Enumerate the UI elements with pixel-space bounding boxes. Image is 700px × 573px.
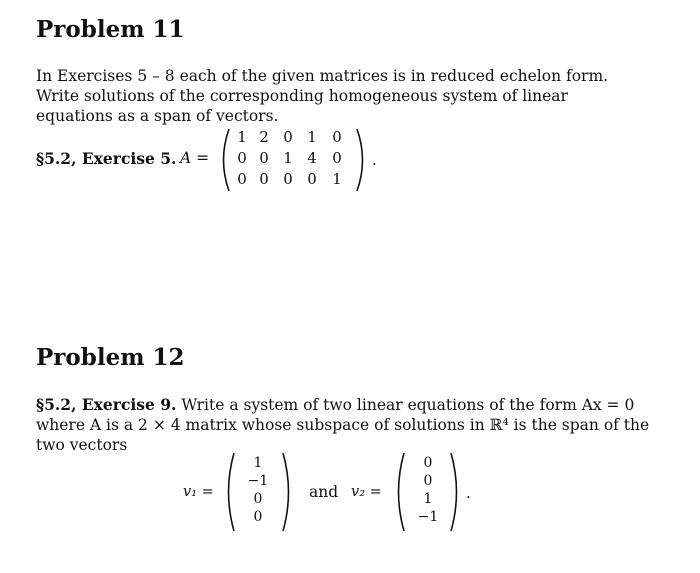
matrix-cell: 2	[259, 128, 269, 146]
vector-entry: 0	[253, 509, 263, 525]
matrix-period: .	[372, 151, 377, 169]
matrix-cell: 0	[332, 149, 342, 167]
matrix-cell: 1	[332, 170, 342, 188]
matrix-a-lhs: A =	[180, 149, 210, 167]
v2-vector	[408, 454, 448, 526]
problem-11-intro: In Exercises 5 – 8 each of the given matrices is in reduced echelon form. Write solutions of the corresponding homogeneous system of linear equations as a span of vectors.	[36, 67, 609, 125]
matrix-cell: 0	[283, 128, 293, 146]
matrix-row-2	[232, 149, 350, 167]
exercise-9-label: §5.2, Exercise 9.	[36, 395, 177, 414]
problem-11-title: Problem 11	[36, 16, 185, 43]
matrix-right-paren	[354, 127, 370, 193]
vector-entry: −1	[417, 509, 439, 525]
v1-vector	[238, 454, 278, 526]
matrix-cell: 0	[259, 170, 269, 188]
v1-right-paren	[280, 451, 296, 533]
vector-entry: 0	[253, 491, 263, 507]
vector-entry: 0	[423, 455, 433, 471]
exercise-5-label: §5.2, Exercise 5.	[36, 149, 177, 168]
matrix-cell: 0	[283, 170, 293, 188]
matrix-cell: 1	[307, 128, 317, 146]
problem-12-line-2: where A is a 2 × 4 matrix whose subspace of solutions in ℝ⁴ is the span of the	[36, 416, 650, 434]
matrix-cell: 0	[237, 170, 247, 188]
matrix-row-1	[232, 128, 350, 146]
matrix-row-3	[232, 170, 350, 188]
matrix-cell: 1	[237, 128, 247, 146]
v2-label: v₂ =	[351, 484, 382, 500]
vector-entry: 1	[253, 455, 263, 471]
v1-left-paren	[221, 451, 237, 533]
matrix-cell: 0	[259, 149, 269, 167]
vector-entry: 1	[423, 491, 433, 507]
matrix-cell: 0	[307, 170, 317, 188]
problem-12-line-3: two vectors	[36, 436, 128, 454]
exercise-9-text-1: Write a system of two linear equations of the form Ax = 0	[181, 396, 635, 414]
matrix-cell: 1	[283, 149, 293, 167]
and-text: and	[309, 483, 339, 501]
matrix-cell: 0	[332, 128, 342, 146]
problem-12-title: Problem 12	[36, 344, 185, 371]
vector-entry: 0	[423, 473, 433, 489]
v1-label: v₁ =	[183, 484, 214, 500]
matrix-left-paren	[216, 127, 232, 193]
matrix-cell: 4	[307, 149, 317, 167]
vectors-period: .	[466, 484, 471, 502]
problem-12-line-1	[36, 395, 634, 415]
v2-left-paren	[391, 451, 407, 533]
v2-right-paren	[448, 451, 464, 533]
matrix-cell: 0	[237, 149, 247, 167]
vector-entry: −1	[247, 473, 269, 489]
